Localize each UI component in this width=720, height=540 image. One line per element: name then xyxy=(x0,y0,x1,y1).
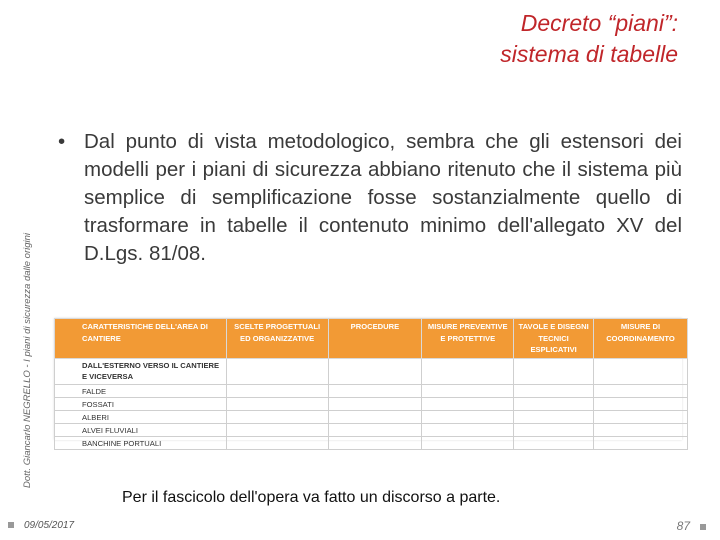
table-row-label: DALL'ESTERNO VERSO IL CANTIERE E VICEVERSA xyxy=(55,359,227,385)
footer-date-text: 09/05/2017 xyxy=(24,520,75,531)
table-cell xyxy=(328,385,422,398)
table-cell xyxy=(514,424,594,437)
table-cell xyxy=(328,411,422,424)
table-row-label: FALDE xyxy=(55,385,227,398)
table-cell xyxy=(422,385,514,398)
table-row xyxy=(55,359,688,385)
table-cell xyxy=(422,437,514,450)
bullet-paragraph xyxy=(58,128,682,268)
table-header-cell: MISURE PREVENTIVE E PROTETTIVE xyxy=(422,319,514,359)
table-row-label: ALBERI xyxy=(55,411,227,424)
requirements-table-image xyxy=(54,318,682,448)
table-cell xyxy=(594,359,688,385)
requirements-table xyxy=(54,318,688,450)
table-cell xyxy=(226,385,328,398)
table-header-cell: CARATTERISTICHE DELL'AREA DI CANTIERE xyxy=(55,319,227,359)
table-cell xyxy=(422,411,514,424)
table-cell xyxy=(328,359,422,385)
footer-date xyxy=(8,520,74,531)
table-cell xyxy=(514,385,594,398)
table-cell xyxy=(594,385,688,398)
table-row xyxy=(55,424,688,437)
table-header-row xyxy=(55,319,688,359)
footer-page-text: 87 xyxy=(676,519,690,533)
table-cell xyxy=(226,398,328,411)
table-cell xyxy=(422,398,514,411)
table-header-cell: MISURE DI COORDINAMENTO xyxy=(594,319,688,359)
table-cell xyxy=(226,411,328,424)
table-header-cell: PROCEDURE xyxy=(328,319,422,359)
table-cell xyxy=(422,424,514,437)
slide-title-line-2: sistema di tabelle xyxy=(500,41,678,67)
table-cell xyxy=(594,424,688,437)
table-cell xyxy=(514,398,594,411)
table-header-cell: TAVOLE E DISEGNI TECNICI ESPLICATIVI xyxy=(514,319,594,359)
table-cell xyxy=(328,398,422,411)
table-cell xyxy=(226,359,328,385)
table-header-cell: SCELTE PROGETTUALI ED ORGANIZZATIVE xyxy=(226,319,328,359)
bullet-marker: • xyxy=(58,130,66,153)
table-cell xyxy=(422,359,514,385)
bullet-text: Dal punto di vista metodologico, sembra che gli estensori dei modelli per i piani di sicurezza abbiano ritenuto che il sistema più semplice di semplificazione fosse sostanzialmente quello di trasformare in tabelle il contenuto minimo dell'allegato XV del D.Lgs. 81/08. xyxy=(84,130,682,265)
footer-page-number xyxy=(677,519,706,533)
table-cell xyxy=(514,411,594,424)
table-cell xyxy=(594,398,688,411)
footer-square-icon xyxy=(700,524,706,530)
table-row xyxy=(55,411,688,424)
table-cell xyxy=(514,359,594,385)
table-cell xyxy=(594,411,688,424)
slide-title xyxy=(258,8,678,70)
table-cell xyxy=(594,437,688,450)
table-cell xyxy=(514,437,594,450)
slide-title-line-1: Decreto “piani”: xyxy=(520,10,678,36)
table-row xyxy=(55,385,688,398)
table-cell xyxy=(226,437,328,450)
side-caption: Dott. Giancarlo NEGRELLO - I piani di sicurezza dalle origini xyxy=(22,232,33,488)
table-row-label: FOSSATI xyxy=(55,398,227,411)
table-cell xyxy=(226,424,328,437)
table-cell xyxy=(328,437,422,450)
table-row-label: ALVEI FLUVIALI xyxy=(55,424,227,437)
footer-square-icon xyxy=(8,522,14,528)
table-row xyxy=(55,398,688,411)
table-row xyxy=(55,437,688,450)
footnote: Per il fascicolo dell'opera va fatto un discorso a parte. xyxy=(122,489,501,506)
table-cell xyxy=(328,424,422,437)
table-row-label: BANCHINE PORTUALI xyxy=(55,437,227,450)
